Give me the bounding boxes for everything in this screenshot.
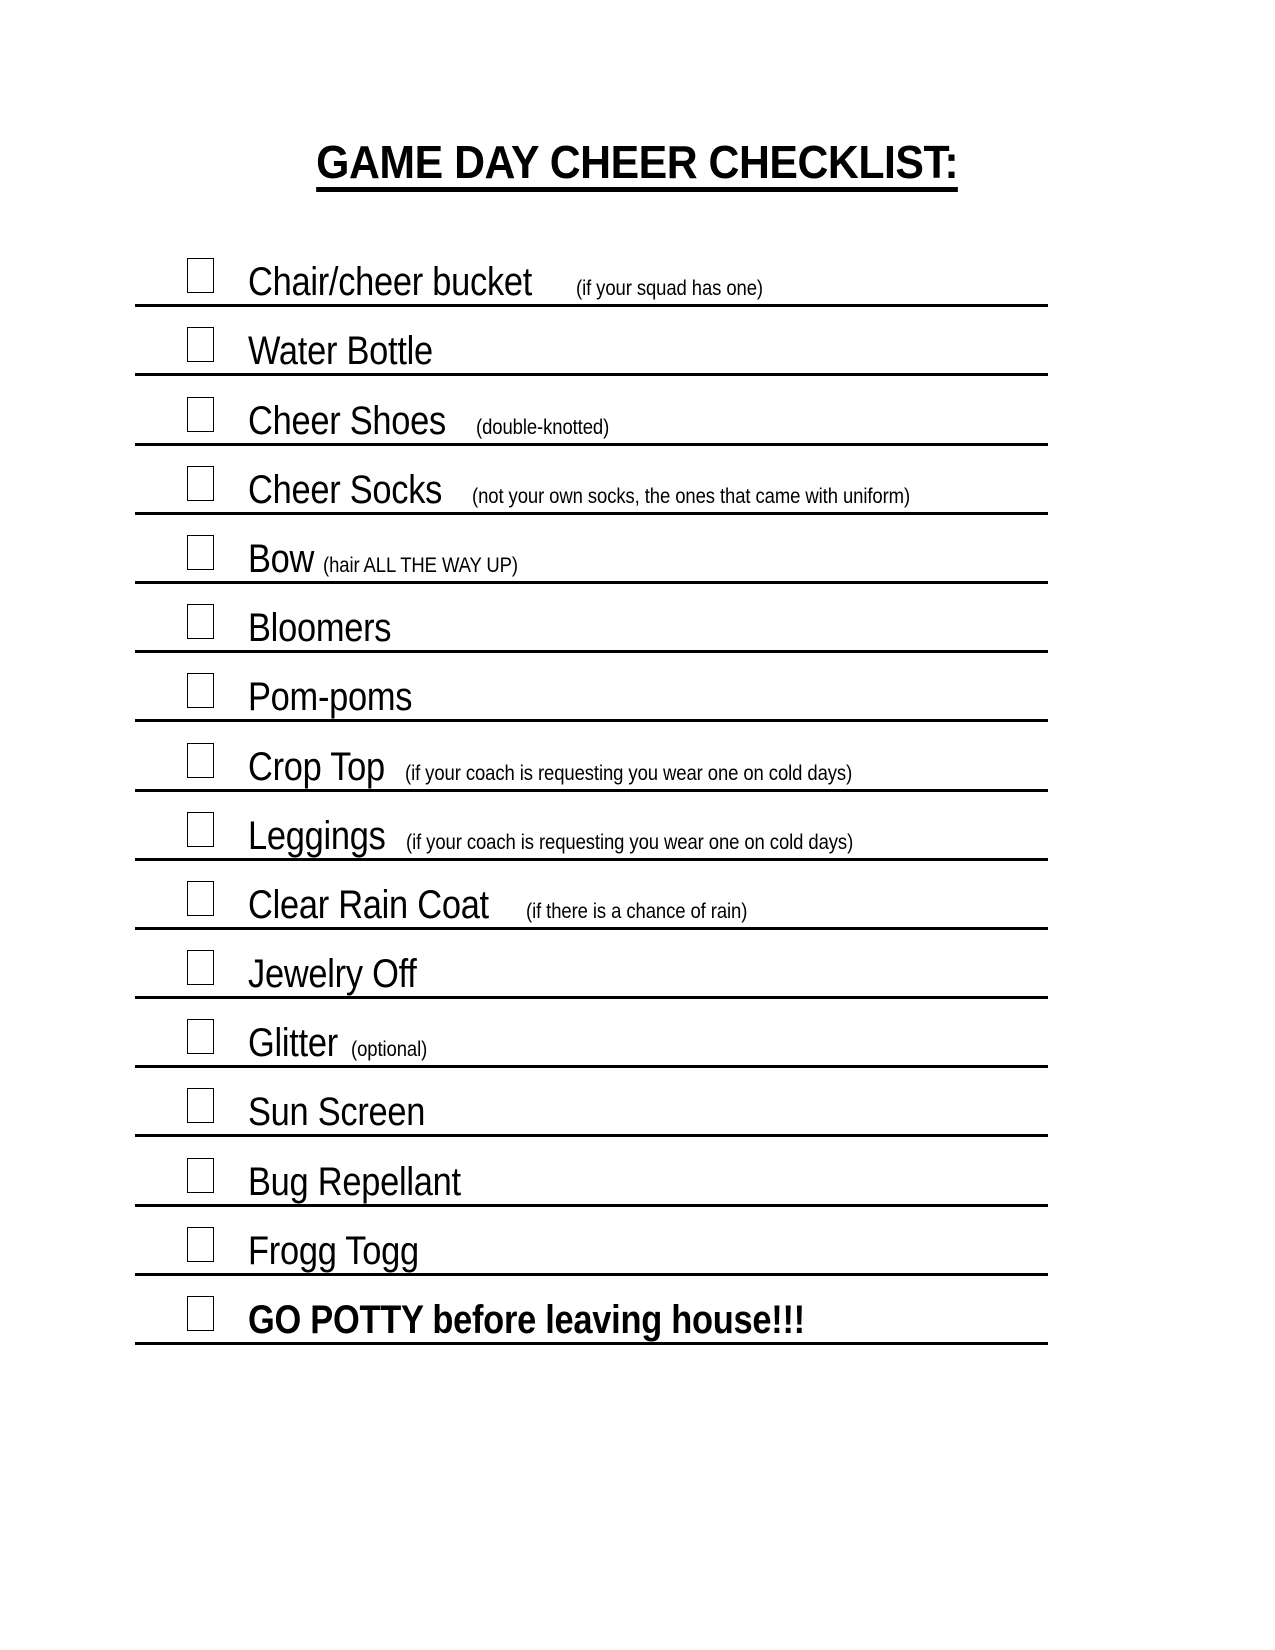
checklist-item-label: Bow xyxy=(248,536,315,581)
empty-checkbox-icon[interactable] xyxy=(187,1227,214,1262)
checklist-item-text xyxy=(248,467,1048,512)
checklist-item-text xyxy=(248,952,1048,997)
checklist-item-note: (if your coach is requesting you wear one on cold days) xyxy=(405,830,854,854)
checklist-item-text xyxy=(248,398,1048,443)
page-title-container xyxy=(0,138,1275,192)
checklist-item-label: Frogg Togg xyxy=(248,1228,419,1273)
checklist-item-text xyxy=(248,1300,1048,1340)
checklist-row[interactable] xyxy=(135,376,1048,445)
checklist-item-label: Glitter xyxy=(248,1021,338,1066)
empty-checkbox-icon[interactable] xyxy=(187,743,214,778)
checklist-item-label: Chair/cheer bucket xyxy=(248,260,533,305)
checklist-row[interactable] xyxy=(135,238,1048,307)
page-title: GAME DAY CHEER CHECKLIST: xyxy=(316,138,958,192)
empty-checkbox-icon[interactable] xyxy=(187,327,214,362)
checklist-item-text xyxy=(248,744,1048,789)
checklist-item-label: Crop Top xyxy=(248,744,385,789)
checklist-item-label: Bug Repellant xyxy=(248,1159,461,1204)
checklist-row[interactable] xyxy=(135,515,1048,584)
checklist-item-label: Jewelry Off xyxy=(248,952,417,997)
checklist-item-note: (hair ALL THE WAY UP) xyxy=(322,553,518,577)
checklist-item-text xyxy=(248,1159,1048,1204)
empty-checkbox-icon[interactable] xyxy=(187,604,214,639)
checklist-item-text xyxy=(248,329,1048,374)
checklist-row[interactable] xyxy=(135,584,1048,653)
checklist-item-note: (not your own socks, the ones that came with uniform) xyxy=(471,484,910,508)
checklist-row[interactable] xyxy=(135,1068,1048,1137)
checklist-item-note: (double-knotted) xyxy=(476,415,610,439)
checklist-item-label: Clear Rain Coat xyxy=(248,882,489,927)
checklist-item-text xyxy=(248,1090,1048,1135)
checklist-row[interactable] xyxy=(135,1207,1048,1276)
empty-checkbox-icon[interactable] xyxy=(187,950,214,985)
empty-checkbox-icon[interactable] xyxy=(187,673,214,708)
empty-checkbox-icon[interactable] xyxy=(187,466,214,501)
empty-checkbox-icon[interactable] xyxy=(187,812,214,847)
empty-checkbox-icon[interactable] xyxy=(187,397,214,432)
checklist-row[interactable] xyxy=(135,722,1048,791)
checklist-item-text xyxy=(248,1021,1048,1066)
checklist-row[interactable] xyxy=(135,653,1048,722)
checklist-item-label: Water Bottle xyxy=(248,329,433,374)
checklist-row[interactable] xyxy=(135,792,1048,861)
checklist-item-note: (if your coach is requesting you wear one on cold days) xyxy=(405,761,853,785)
checklist-item-note: (optional) xyxy=(350,1038,427,1062)
checklist-row[interactable] xyxy=(135,307,1048,376)
checklist-item-text xyxy=(248,1228,1048,1273)
checklist-item-text xyxy=(248,260,1048,305)
checklist-item-label: Leggings xyxy=(248,813,386,858)
checklist-item-text xyxy=(248,675,1048,720)
checklist-row[interactable] xyxy=(135,999,1048,1068)
checklist-item-note: (if there is a chance of rain) xyxy=(526,899,748,923)
checklist-row[interactable] xyxy=(135,446,1048,515)
empty-checkbox-icon[interactable] xyxy=(187,1296,214,1331)
empty-checkbox-icon[interactable] xyxy=(187,1019,214,1054)
checklist-item-text xyxy=(248,536,1048,581)
empty-checkbox-icon[interactable] xyxy=(187,1158,214,1193)
checklist-row[interactable] xyxy=(135,1137,1048,1206)
checklist-item-text xyxy=(248,813,1048,858)
checklist-item-label: Cheer Shoes xyxy=(248,398,446,443)
checklist-row[interactable] xyxy=(135,861,1048,930)
checklist-item-text xyxy=(248,882,1048,927)
checklist-item-label: Bloomers xyxy=(248,606,392,651)
checklist-item-label: Pom-poms xyxy=(248,675,413,720)
checklist-row[interactable] xyxy=(135,930,1048,999)
checklist-list xyxy=(135,238,1048,1345)
checklist-row[interactable] xyxy=(135,1276,1048,1345)
empty-checkbox-icon[interactable] xyxy=(187,258,214,293)
empty-checkbox-icon[interactable] xyxy=(187,1088,214,1123)
checklist-item-label: Sun Screen xyxy=(248,1090,426,1135)
empty-checkbox-icon[interactable] xyxy=(187,535,214,570)
checklist-item-label: Cheer Socks xyxy=(248,467,443,512)
checklist-item-label: GO POTTY before leaving house!!! xyxy=(248,1298,805,1342)
empty-checkbox-icon[interactable] xyxy=(187,881,214,916)
checklist-item-text xyxy=(248,606,1048,651)
checklist-item-note: (if your squad has one) xyxy=(576,277,764,301)
